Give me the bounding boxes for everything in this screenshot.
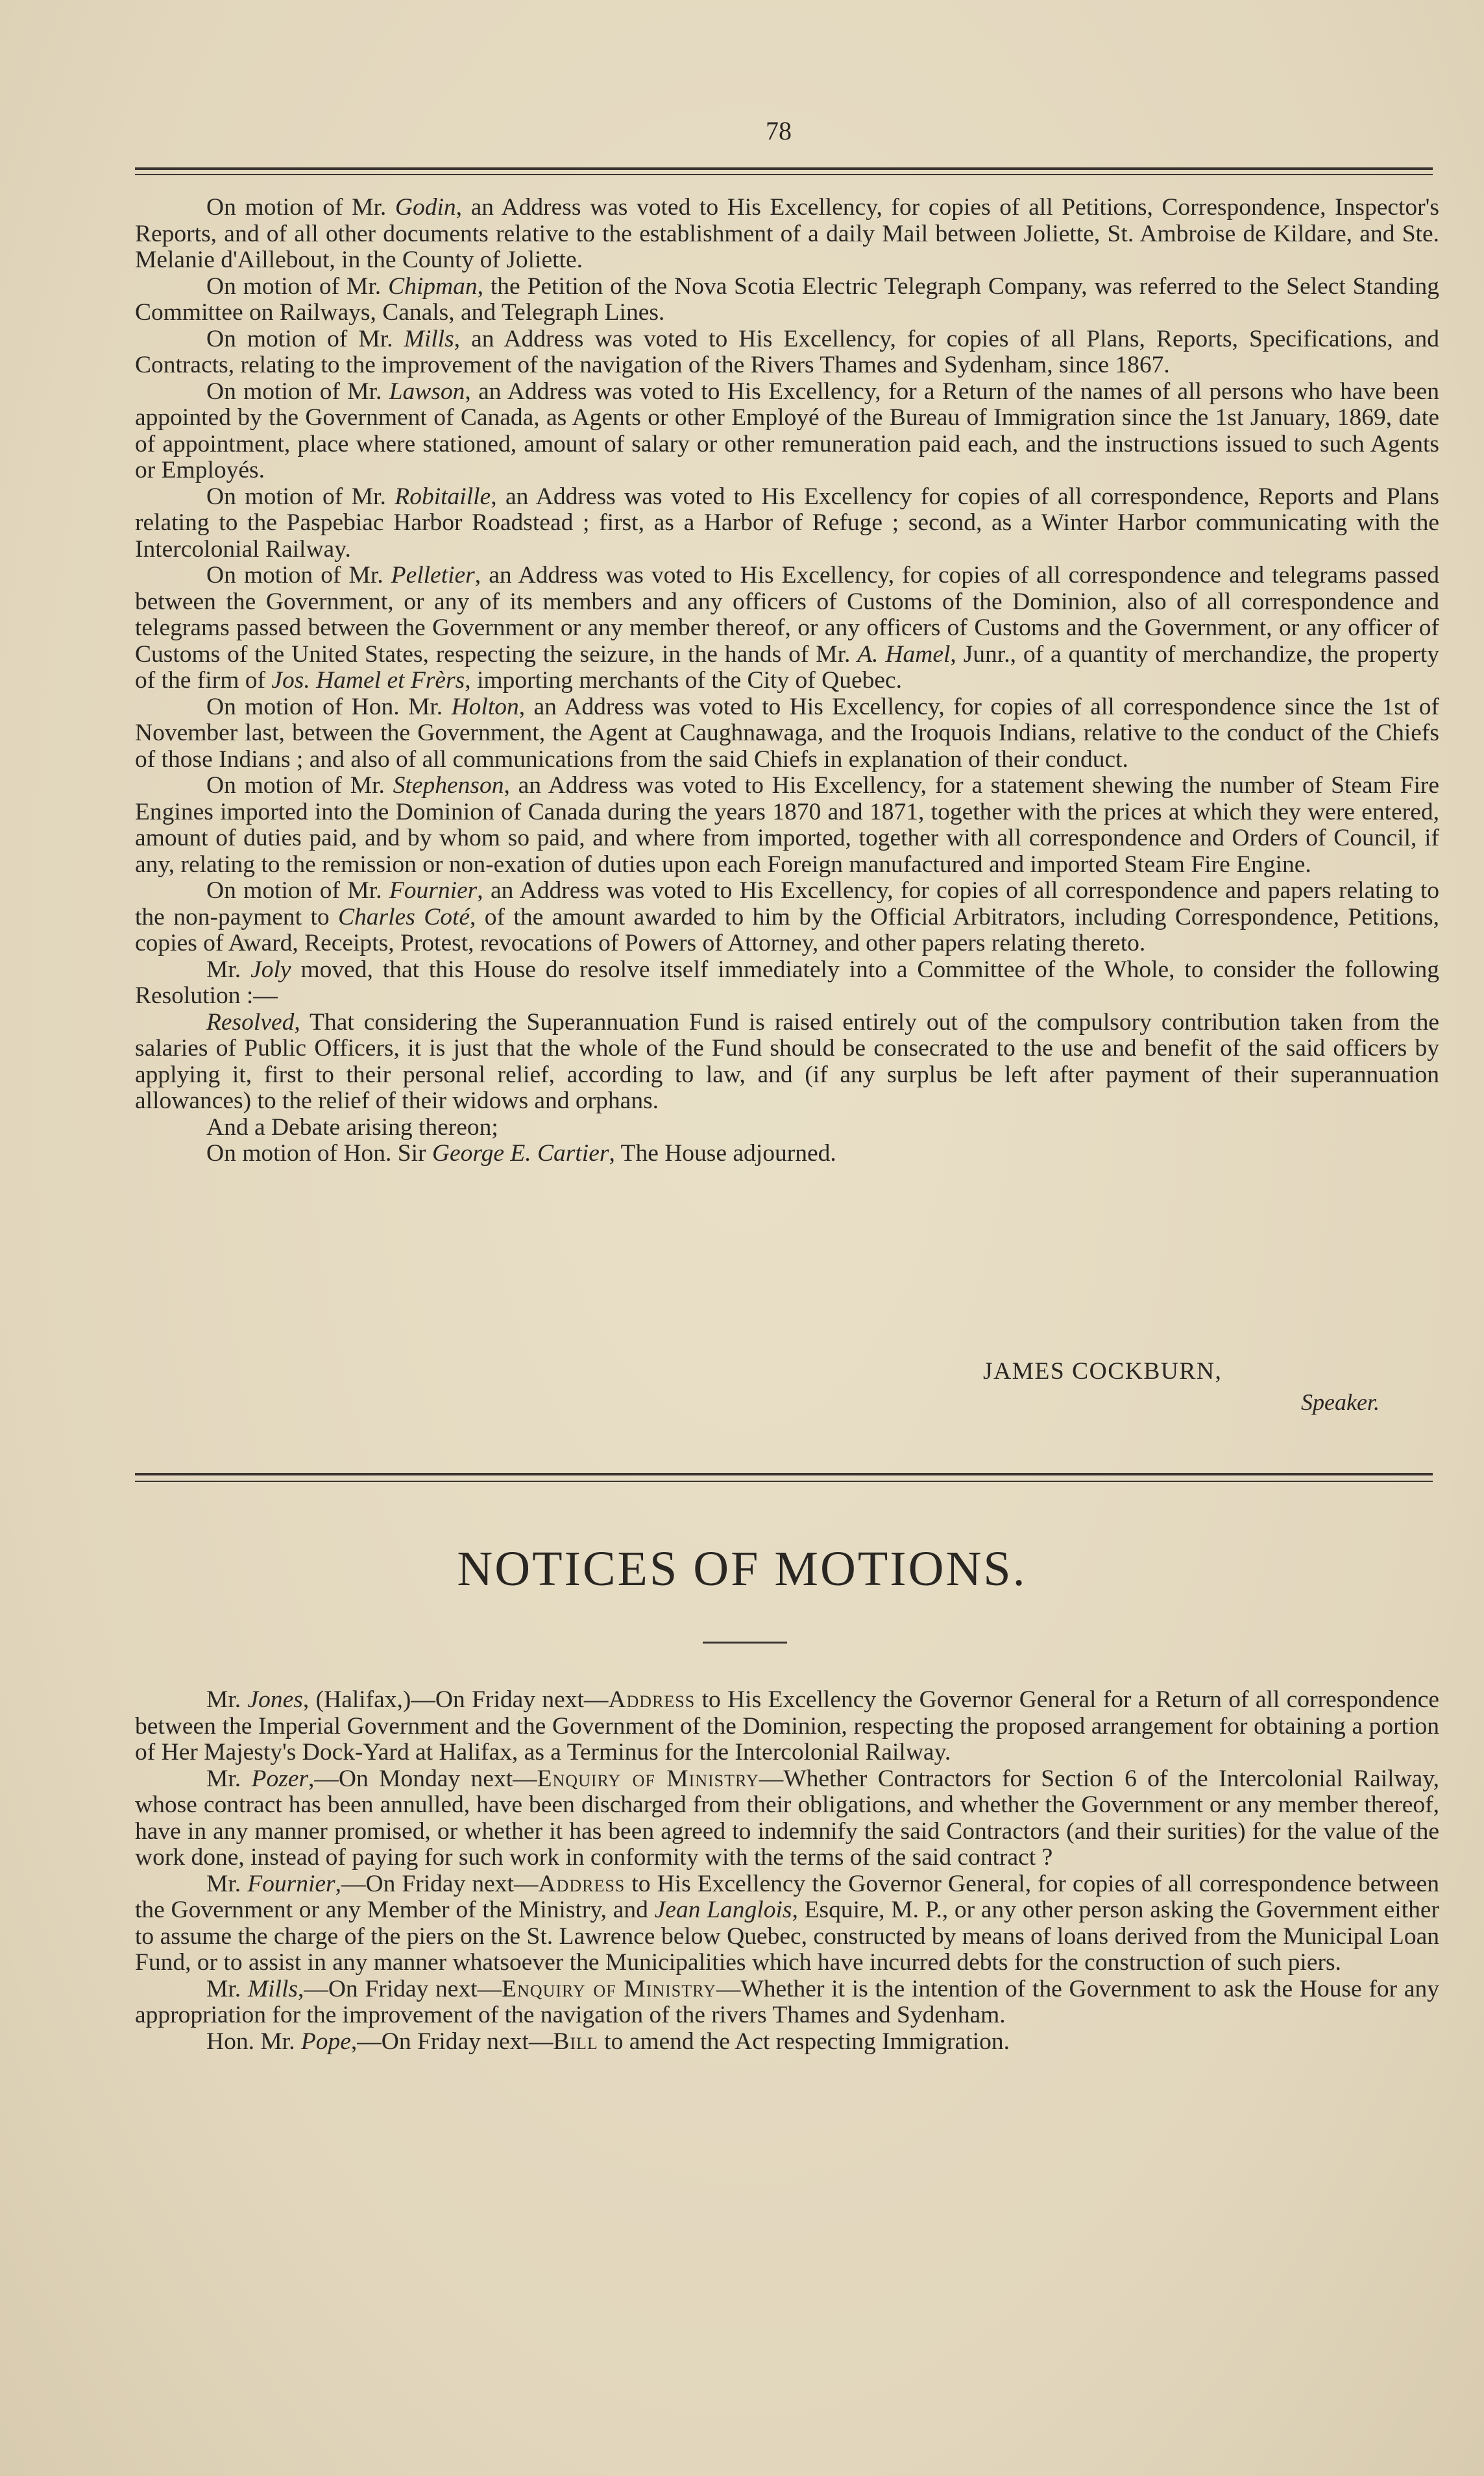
- italic-name: Resolved: [206, 1008, 295, 1036]
- text-run: Mr.: [206, 1975, 248, 2002]
- heading-underline: [703, 1642, 787, 1644]
- proceedings-body: [135, 195, 1439, 1167]
- italic-name: Robitaille: [395, 483, 491, 510]
- section-rule-bottom: [135, 1481, 1433, 1482]
- text-run: On motion of Mr.: [206, 273, 389, 300]
- text-run: ,—On Monday next—: [308, 1765, 537, 1792]
- text-run: On motion of Hon. Mr.: [206, 693, 452, 720]
- proceedings-paragraph: [135, 773, 1439, 878]
- notices-paragraph: [135, 1766, 1439, 1871]
- text-run: On motion of Mr.: [206, 378, 389, 405]
- italic-name: Pope: [300, 2028, 351, 2055]
- proceedings-paragraph: [135, 326, 1439, 379]
- small-caps-term: Enquiry of Ministry: [502, 1975, 716, 2002]
- proceedings-paragraph: [135, 563, 1439, 694]
- small-caps-term: Address: [538, 1870, 626, 1897]
- text-run: , an Address was voted to His Excellency, for a statement shewing the number of Steam Fire Engines imported into the Dominion of Canada during the years 1870 and 1871, together with the prices at which they were entered, amount of duties paid, and by whom so paid, and where from imported, together with all correspondence and Orders of Council, if any, relating to the remission or non-exation of duties upon each Foreign manufactured and imported Steam Fire Engine.: [135, 772, 1439, 878]
- text-run: , an Address was voted to His Excellency, for copies of all Plans, Reports, Specifications, and Contracts, relating to the improvement of the navigation of the Rivers Thames and Sydenham, since 1867.: [135, 325, 1439, 378]
- text-run: to amend the Act respecting Immigration.: [598, 2028, 1010, 2055]
- text-run: Mr.: [206, 1765, 252, 1792]
- small-caps-term: Bill: [553, 2028, 598, 2055]
- text-run: On motion of Mr.: [206, 483, 395, 510]
- italic-name: Fournier: [247, 1870, 335, 1897]
- text-run: , That considering the Superannuation Fund is raised entirely out of the compulsory contribution taken from the salaries of Public Officers, it is just that the whole of the Fund should be consecrated to the use and benefit of the said officers by applying it, first to their personal relief, according to law, and (if any surplus be left after payment of their superannuation allowances) to the relief of their widows and orphans.: [135, 1008, 1439, 1114]
- text-run: On motion of Mr.: [206, 877, 389, 904]
- notices-paragraph: [135, 1871, 1439, 1976]
- proceedings-paragraph: [135, 1010, 1439, 1115]
- italic-name: Pelletier: [391, 562, 475, 589]
- text-run: , of the amount awarded to him by the Official Arbitrators, including Correspondence, Petitions, copies of Award, Receipts, Protest, revocations of Powers of Attorney, and other papers relating thereto.: [135, 903, 1439, 956]
- text-run: , an Address was voted to His Excellency, for copies of all correspondence and telegrams passed between the Government, or any of its members and any officers of Customs of the Dominion, also of all correspondence and telegrams passed between the Government or any member thereof, or any officers of Customs and the Government, or any officer of Customs of the United States, respecting the seizure, in the hands of Mr.: [135, 562, 1439, 668]
- italic-name: Chipman: [388, 273, 478, 300]
- notices-paragraph: [135, 1687, 1439, 1766]
- italic-name: A. Hamel: [857, 640, 951, 668]
- header-rule-bottom: [135, 174, 1433, 175]
- text-run: moved, that this House do resolve itself immediately into a Committee of the Whole, to consider the following Resolution :—: [135, 956, 1440, 1009]
- text-run: ,—On Friday next—: [297, 1975, 502, 2002]
- text-run: —Whether Contractors for Section 6 of the Intercolonial Railway, whose contract has been annulled, have been discharged from their obligations, and whether the Government or any member thereof, have in any manner promised, or whether it has been agreed to indemnify the said Contractors (and their surities) for the value of the work done, instead of paying for such work in conformity with the terms of the said contract ?: [135, 1765, 1439, 1871]
- italic-name: Jos. Hamel et Frèrs: [271, 667, 465, 694]
- italic-name: Mills: [404, 325, 454, 352]
- italic-name: Jones: [247, 1686, 303, 1713]
- italic-name: George E. Cartier: [432, 1140, 609, 1167]
- text-run: Mr.: [206, 956, 251, 983]
- notices-heading: NOTICES OF MOTIONS.: [457, 1542, 1027, 1596]
- page-number: 78: [766, 116, 792, 145]
- text-run: ,—On Friday next—: [350, 2028, 553, 2055]
- proceedings-paragraph: [135, 195, 1439, 274]
- speaker-name: JAMES COCKBURN,: [983, 1358, 1222, 1385]
- proceedings-paragraph: [135, 694, 1439, 773]
- text-run: , Junr., of a quantity of merchandize, the property of the firm of: [135, 640, 1439, 694]
- italic-name: Pozer: [251, 1765, 309, 1792]
- italic-name: Joly: [250, 956, 291, 983]
- proceedings-paragraph: [135, 1141, 1439, 1167]
- proceedings-paragraph: [135, 484, 1439, 563]
- proceedings-paragraph: [135, 957, 1439, 1010]
- text-run: , The House adjourned.: [609, 1140, 836, 1167]
- text-run: to His Excellency the Governor General for a Return of all correspondence between the Imperial Government and the Government of the Dominion, respecting the proposed arrangement for obtaining a portion of Her Majesty's Dock-Yard at Halifax, as a Terminus for the Intercolonial Railway.: [135, 1686, 1439, 1766]
- notices-paragraph: [135, 1976, 1439, 2029]
- notices-paragraph: [135, 2029, 1439, 2056]
- proceedings-paragraph: [135, 379, 1439, 484]
- notices-body: [135, 1687, 1439, 2055]
- text-run: On motion of Hon. Sir: [206, 1140, 432, 1167]
- proceedings-paragraph: [135, 274, 1439, 326]
- italic-name: Jean Langlois: [654, 1897, 792, 1923]
- section-rule-top: [135, 1473, 1433, 1475]
- text-run: On motion of Mr.: [206, 562, 391, 589]
- italic-name: Holton: [451, 693, 519, 720]
- italic-name: Godin: [395, 194, 456, 221]
- text-run: , Esquire, M. P., or any other person asking the Government either to assume the charge of the piers on the St. Lawrence below Quebec, constructed by means of loans derived from the Municipal Loan Fund, or to assist in any manner whatsoever the Municipalities which have incurred debts for the construction of such piers.: [135, 1897, 1440, 1976]
- speaker-title: Speaker.: [1301, 1389, 1380, 1415]
- small-caps-term: Enquiry of Ministry: [537, 1765, 759, 1792]
- text-run: , the Petition of the Nova Scotia Electric Telegraph Company, was referred to the Select Standing Committee on Railways, Canals, and Telegraph Lines.: [135, 273, 1439, 326]
- header-rule-top: [135, 167, 1433, 170]
- text-run: , an Address was voted to His Excellency, for copies of all correspondence since the 1st of November last, between the Government, the Agent at Caughnawaga, and the Iroquois Indians, relative to the conduct of the Chiefs of those Indians ; and also of all communications from the said Chiefs in explanation of their conduct.: [135, 693, 1439, 773]
- text-run: Hon. Mr.: [206, 2028, 301, 2055]
- text-run: , (Halifax,)—On Friday next—: [302, 1686, 609, 1713]
- italic-name: Stephenson: [393, 772, 504, 799]
- text-run: Mr.: [206, 1870, 248, 1897]
- italic-name: Fournier: [389, 877, 478, 904]
- text-run: ,—On Friday next—: [335, 1870, 539, 1897]
- text-run: , an Address was voted to His Excellency, for copies of all Petitions, Correspondence, Inspector's Reports, and of all other documents relative to the establishment of a daily Mail between Joliette, St. Ambroise de Kildare, and Ste. Melanie d'Aillebout, in the County of Joliette.: [135, 194, 1439, 273]
- text-run: On motion of Mr.: [206, 325, 404, 352]
- proceedings-paragraph: [135, 878, 1439, 957]
- italic-name: Charles Coté: [338, 903, 470, 930]
- text-run: —Whether it is the intention of the Government to ask the House for any appropriation for the improvement of the navigation of the rivers Thames and Sydenham.: [135, 1975, 1440, 2028]
- text-run: Mr.: [206, 1686, 248, 1713]
- text-run: , an Address was voted to His Excellency for copies of all correspondence, Reports and Plans relating to the Paspebiac Harbor Roadstead ; first, as a Harbor of Refuge ; second, as a Winter Harbor communicating with the Intercolonial Railway.: [135, 483, 1439, 563]
- text-run: On motion of Mr.: [206, 772, 393, 799]
- small-caps-term: Address: [608, 1686, 696, 1713]
- text-run: , an Address was voted to His Excellency, for a Return of the names of all persons who have been appointed by the Government of Canada, as Agents or other Employé of the Bureau of Immigration since the 1st January, 1869, date of appointment, place where stationed, amount of salary or other remuneration paid each, and the instructions issued to such Agents or Employés.: [135, 378, 1439, 483]
- proceedings-paragraph: [135, 1115, 1439, 1141]
- text-run: , importing merchants of the City of Quebec.: [465, 667, 903, 694]
- text-run: And a Debate arising thereon;: [206, 1113, 498, 1141]
- italic-name: Lawson: [389, 378, 465, 405]
- text-run: to His Excellency the Governor General, for copies of all correspondence between the Government or any Member of the Ministry, and: [135, 1870, 1439, 1923]
- italic-name: Mills: [247, 1975, 298, 2002]
- text-run: On motion of Mr.: [206, 194, 395, 221]
- text-run: , an Address was voted to His Excellency, for copies of all correspondence and papers relating to the non-payment to: [135, 877, 1439, 930]
